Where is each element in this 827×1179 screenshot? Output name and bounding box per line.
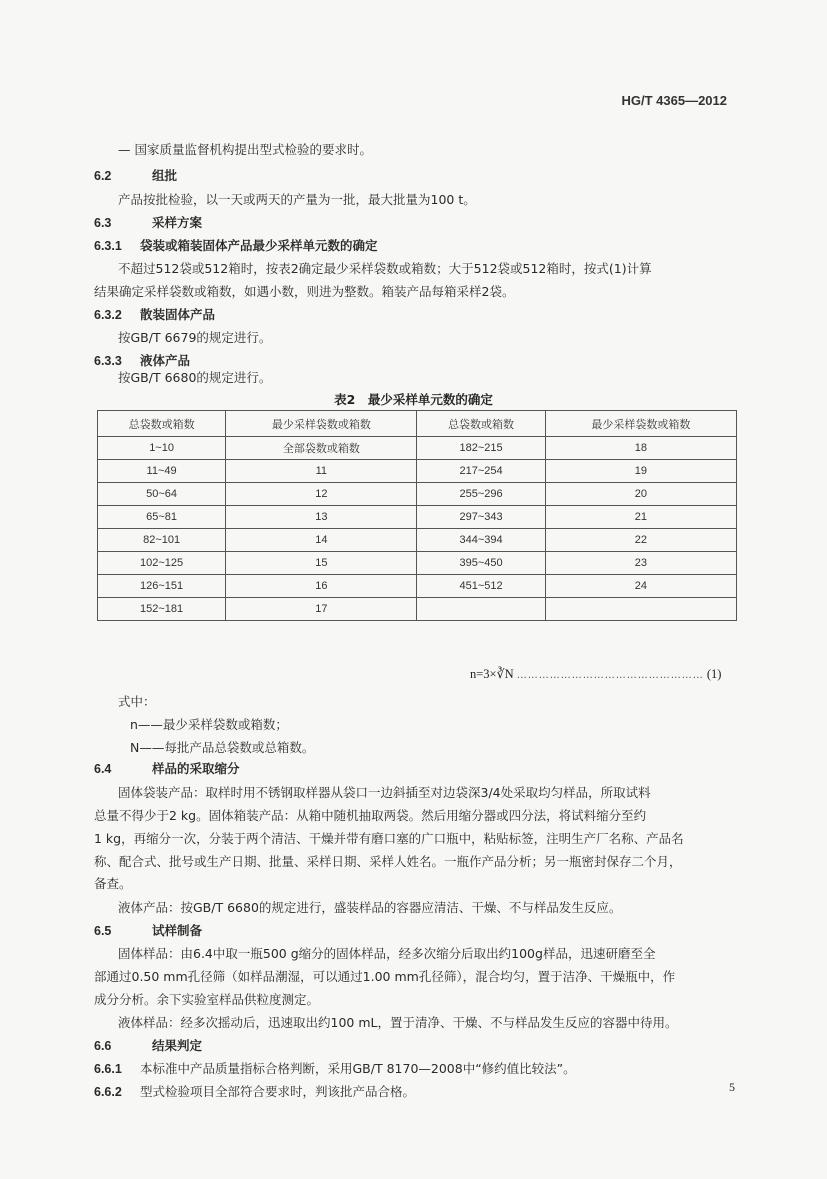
section-6-6-2: 6.6.2 型式检验项目全部符合要求时，判该批产品合格。 <box>94 1084 416 1099</box>
table-cell: 1~10 <box>98 437 226 460</box>
table-cell: 11 <box>226 460 417 483</box>
section-6-3-2-heading: 6.3.2 散装固体产品 <box>94 307 216 322</box>
formula-expression: n=3×∛N <box>470 667 514 681</box>
table-header-row <box>98 411 737 437</box>
intro-item: — 国家质量监督机构提出型式检验的要求时。 <box>118 142 372 157</box>
section-6-4-line: 称、配合式、批号或生产日期、批量、采样日期、采样人姓名。一瓶作产品分析；另一瓶密封保存二个月， <box>94 854 682 869</box>
table-header-cell: 总袋数或箱数 <box>417 411 545 437</box>
where-intro: 式中： <box>118 694 156 709</box>
section-6-5-line: 成分分析。余下实验室样品供粒度测定。 <box>94 992 320 1007</box>
table-cell: 14 <box>226 529 417 552</box>
page-number: 5 <box>729 1080 735 1094</box>
table-row <box>98 437 737 460</box>
section-6-3-1-heading: 6.3.1 袋装或箱装固体产品最少采样单元数的确定 <box>94 238 378 253</box>
table-cell: 297~343 <box>417 506 545 529</box>
section-6-4-line: 备查。 <box>94 876 132 891</box>
table-header-cell: 总袋数或箱数 <box>98 411 226 437</box>
section-6-6-heading: 6.6 结果判定 <box>94 1038 203 1053</box>
formula-leader-dots: …………………………………………… <box>516 670 704 681</box>
table-cell: 18 <box>545 437 736 460</box>
where-N-definition: N——每批产品总袋数或总箱数。 <box>130 740 315 755</box>
table-cell: 126~151 <box>98 575 226 598</box>
table-cell: 395~450 <box>417 552 545 575</box>
table-cell: 102~125 <box>98 552 226 575</box>
section-6-3-1-text-1: 不超过512袋或512箱时，按表2确定最少采样袋数或箱数；大于512袋或512箱时，按式(1)计算 <box>118 261 652 276</box>
table-cell: 23 <box>545 552 736 575</box>
table-cell: 12 <box>226 483 417 506</box>
section-6-4-heading: 6.4 样品的采取缩分 <box>94 761 240 776</box>
table-cell: 16 <box>226 575 417 598</box>
table-cell: 17 <box>226 598 417 621</box>
table-cell: 15 <box>226 552 417 575</box>
table-cell: 11~49 <box>98 460 226 483</box>
table-cell: 255~296 <box>417 483 545 506</box>
table-cell: 50~64 <box>98 483 226 506</box>
table-row <box>98 483 737 506</box>
table-cell: 24 <box>545 575 736 598</box>
table-cell: 19 <box>545 460 736 483</box>
section-6-5-line: 固体样品：由6.4中取一瓶500 g缩分的固体样品，经多次缩分后取出约100g样品，迅速研磨至全 <box>118 946 656 961</box>
table-row <box>98 598 737 621</box>
formula-number: (1) <box>706 667 722 681</box>
section-6-4-line: 总量不得少于2 kg。固体箱装产品：从箱中随机抽取两袋。然后用缩分器或四分法，将试料缩分至约 <box>94 808 647 823</box>
table-cell <box>417 598 545 621</box>
where-n-definition: n——最少采样袋数或箱数； <box>130 717 288 732</box>
section-6-4-liquid: 液体产品：按GB/T 6680的规定进行，盛装样品的容器应清洁、干燥、不与样品发生反应。 <box>118 900 622 915</box>
table-cell: 82~101 <box>98 529 226 552</box>
section-6-4-line: 1 kg，再缩分一次，分装于两个清洁、干燥并带有磨口塞的广口瓶中，粘贴标签，注明生产厂名称、产品名 <box>94 831 684 846</box>
section-6-3-3-heading: 6.3.3 液体产品 <box>94 353 191 368</box>
table-cell: 217~254 <box>417 460 545 483</box>
sampling-table <box>97 410 737 621</box>
section-6-3-1-text-2: 结果确定采样袋数或箱数，如遇小数，则进为整数。箱装产品每箱采样2袋。 <box>94 284 515 299</box>
standard-code: HG/T 4365—2012 <box>621 93 727 108</box>
table-cell: 20 <box>545 483 736 506</box>
table-row <box>98 506 737 529</box>
section-6-5-heading: 6.5 试样制备 <box>94 923 203 938</box>
table-header-cell: 最少采样袋数或箱数 <box>545 411 736 437</box>
table-header-cell: 最少采样袋数或箱数 <box>226 411 417 437</box>
formula-1 <box>470 666 721 682</box>
table-cell: 344~394 <box>417 529 545 552</box>
table-cell: 13 <box>226 506 417 529</box>
table-cell: 152~181 <box>98 598 226 621</box>
table-row <box>98 552 737 575</box>
table-cell: 全部袋数或箱数 <box>226 437 417 460</box>
section-6-3-heading: 6.3 采样方案 <box>94 215 203 230</box>
table-row <box>98 460 737 483</box>
table-row <box>98 575 737 598</box>
section-6-3-2-text: 按GB/T 6679的规定进行。 <box>118 330 272 345</box>
section-6-2-text: 产品按批检验，以一天或两天的产量为一批，最大批量为100 t。 <box>118 192 476 207</box>
section-6-4-line: 固体袋装产品：取样时用不锈钢取样器从袋口一边斜插至对边袋深3/4处采取均匀样品，所取试料 <box>118 785 651 800</box>
section-6-5-liquid: 液体样品：经多次摇动后，迅速取出约100 mL，置于清净、干燥、不与样品发生反应的容器中待用。 <box>118 1015 678 1030</box>
table-cell <box>545 598 736 621</box>
table-cell: 451~512 <box>417 575 545 598</box>
section-6-5-line: 部通过0.50 mm孔径筛（如样品潮湿，可以通过1.00 mm孔径筛），混合均匀，置于洁净、干燥瓶中，作 <box>94 969 676 984</box>
section-6-3-3-text: 按GB/T 6680的规定进行。 <box>118 370 272 385</box>
section-6-2-heading: 6.2 组批 <box>94 168 178 183</box>
section-6-6-1: 6.6.1 本标准中产品质量指标合格判断，采用GB/T 8170—2008中“修约值比较法”。 <box>94 1061 576 1076</box>
table-cell: 65~81 <box>98 506 226 529</box>
table-2-caption: 表2 最少采样单元数的确定 <box>334 392 493 407</box>
table-cell: 182~215 <box>417 437 545 460</box>
table-cell: 22 <box>545 529 736 552</box>
table-row <box>98 529 737 552</box>
table-cell: 21 <box>545 506 736 529</box>
